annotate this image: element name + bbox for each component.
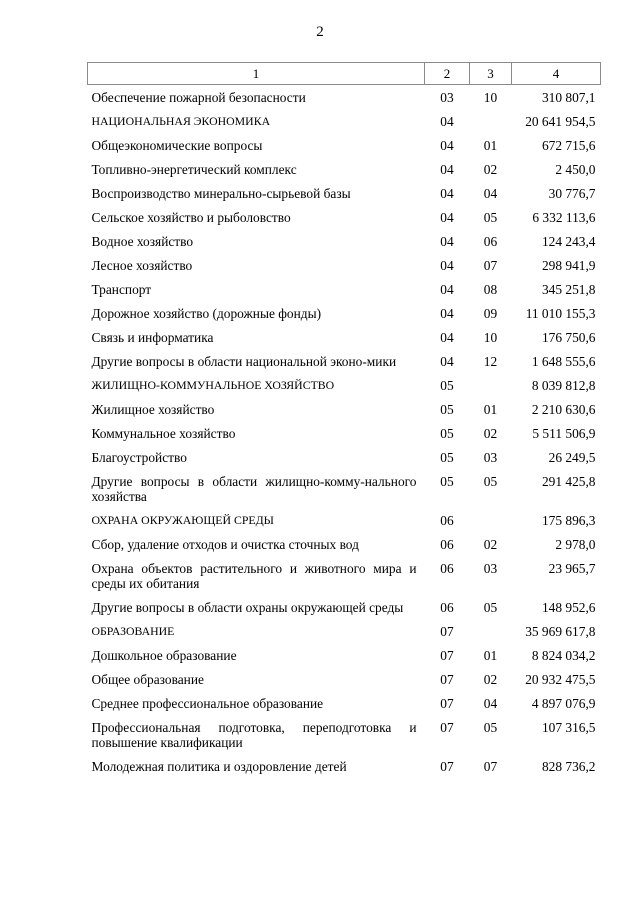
row-section-code: 04 (440, 306, 454, 321)
row-subsection-code (470, 374, 512, 398)
row-section-code: 05 (440, 426, 454, 441)
row-name: Молодежная политика и оздоровление детей (91, 759, 347, 774)
table-row (88, 230, 601, 254)
row-amount: 310 807,1 (541, 90, 596, 105)
row-amount: 176 750,6 (541, 330, 596, 345)
row-subsection-code: 05 (483, 600, 498, 615)
section-row (88, 110, 601, 134)
row-name: Среднее профессиональное образование (91, 696, 324, 711)
row-subsection-code: 02 (483, 672, 498, 687)
table-row (88, 533, 601, 557)
row-name: Жилищное хозяйство (91, 402, 215, 417)
table-row (88, 350, 601, 374)
row-subsection-code: 07 (483, 258, 498, 273)
row-section-code: 05 (440, 378, 454, 393)
row-amount: 35 969 617,8 (525, 624, 596, 639)
row-amount: 8 824 034,2 (531, 648, 596, 663)
row-amount: 148 952,6 (541, 600, 596, 615)
row-subsection-code: 07 (483, 759, 498, 774)
row-amount: 291 425,8 (541, 474, 596, 489)
row-section-code: 04 (440, 330, 454, 345)
row-section-code: 07 (440, 720, 454, 735)
row-name: Общеэкономические вопросы (91, 138, 263, 153)
table-row (88, 596, 601, 620)
row-subsection-code: 03 (483, 450, 498, 465)
header-col-1: 1 (88, 63, 425, 85)
table-row (88, 422, 601, 446)
row-amount: 107 316,5 (541, 720, 596, 735)
row-section-code: 05 (440, 450, 454, 465)
row-name: Другие вопросы в области национальной эконо-мики (91, 354, 397, 369)
row-amount: 20 932 475,5 (525, 672, 596, 687)
row-subsection-code: 12 (483, 354, 498, 369)
row-amount: 2 210 630,6 (531, 402, 596, 417)
row-section-code: 04 (440, 114, 454, 129)
row-amount: 1 648 555,6 (531, 354, 596, 369)
page-number: 2 (316, 24, 324, 40)
row-amount: 23 965,7 (548, 561, 596, 576)
row-name: ОБРАЗОВАНИЕ (91, 624, 175, 638)
row-name: Другие вопросы в области охраны окружающей среды (91, 600, 404, 615)
budget-table (87, 62, 601, 779)
row-subsection-code: 09 (483, 306, 498, 321)
row-amount: 672 715,6 (541, 138, 596, 153)
row-amount: 298 941,9 (541, 258, 596, 273)
row-name: ОХРАНА ОКРУЖАЮЩЕЙ СРЕДЫ (91, 513, 274, 527)
row-subsection-code: 05 (483, 210, 498, 225)
row-amount: 175 896,3 (541, 513, 596, 528)
row-section-code: 06 (440, 561, 454, 576)
row-subsection-code: 02 (483, 537, 498, 552)
row-name: Сбор, удаление отходов и очистка сточных вод (91, 537, 359, 552)
table-row (88, 326, 601, 350)
row-amount: 4 897 076,9 (531, 696, 596, 711)
table-row (88, 182, 601, 206)
row-name: НАЦИОНАЛЬНАЯ ЭКОНОМИКА (91, 114, 271, 128)
row-section-code: 05 (440, 402, 454, 417)
table-row (88, 398, 601, 422)
table-row (88, 755, 601, 779)
row-section-code: 05 (440, 474, 454, 489)
table-row (88, 716, 601, 755)
row-section-code: 04 (440, 354, 454, 369)
row-section-code: 04 (440, 138, 454, 153)
row-subsection-code: 02 (483, 162, 498, 177)
row-subsection-code: 05 (483, 720, 498, 735)
row-section-code: 06 (440, 600, 454, 615)
row-section-code: 04 (440, 162, 454, 177)
row-section-code: 07 (440, 672, 454, 687)
row-section-code: 04 (440, 186, 454, 201)
table-row (88, 446, 601, 470)
row-amount: 20 641 954,5 (525, 114, 596, 129)
row-section-code: 04 (440, 258, 454, 273)
header-col-4: 4 (512, 63, 601, 85)
table-header (88, 63, 601, 85)
header-row (88, 63, 601, 85)
table-row (88, 692, 601, 716)
row-name: Благоустройство (91, 450, 187, 465)
row-amount: 124 243,4 (541, 234, 596, 249)
row-name: Охрана объектов растительного и животного мира и среды их обитания (91, 561, 417, 591)
row-amount: 5 511 506,9 (532, 426, 596, 441)
table-row (88, 278, 601, 302)
header-col-3: 3 (470, 63, 512, 85)
row-subsection-code: 04 (483, 696, 498, 711)
row-amount: 6 332 113,6 (532, 210, 596, 225)
header-col-2: 2 (425, 63, 470, 85)
row-amount: 11 010 155,3 (525, 306, 596, 321)
row-subsection-code: 01 (483, 648, 498, 663)
row-subsection-code: 10 (483, 330, 498, 345)
row-subsection-code: 10 (483, 90, 498, 105)
row-section-code: 07 (440, 696, 454, 711)
row-amount: 2 978,0 (555, 537, 596, 552)
row-amount: 26 249,5 (548, 450, 596, 465)
row-section-code: 07 (440, 648, 454, 663)
row-name: Дошкольное образование (91, 648, 237, 663)
row-name: Сельское хозяйство и рыболовство (91, 210, 291, 225)
row-subsection-code (470, 509, 512, 533)
row-subsection-code: 04 (483, 186, 498, 201)
row-name: Профессиональная подготовка, переподготовка и повышение квалификации (91, 720, 417, 750)
row-name: Водное хозяйство (91, 234, 194, 249)
row-section-code: 04 (440, 210, 454, 225)
row-section-code: 06 (440, 537, 454, 552)
row-name: Связь и информатика (91, 330, 214, 345)
row-amount: 8 039 812,8 (531, 378, 596, 393)
row-name: Лесное хозяйство (91, 258, 193, 273)
row-subsection-code: 06 (483, 234, 498, 249)
table-row (88, 668, 601, 692)
row-name: Транспорт (91, 282, 152, 297)
row-subsection-code: 02 (483, 426, 498, 441)
row-section-code: 03 (440, 90, 454, 105)
table-row (88, 134, 601, 158)
row-name: Коммунальное хозяйство (91, 426, 236, 441)
row-subsection-code: 08 (483, 282, 498, 297)
row-section-code: 06 (440, 513, 454, 528)
row-section-code: 07 (440, 759, 454, 774)
row-name: Общее образование (91, 672, 204, 687)
row-amount: 30 776,7 (548, 186, 596, 201)
section-row (88, 620, 601, 644)
row-name: Топливно-энергетический комплекс (91, 162, 297, 177)
row-amount: 2 450,0 (555, 162, 596, 177)
table-row (88, 206, 601, 230)
table-row (88, 470, 601, 509)
row-subsection-code (470, 110, 512, 134)
row-subsection-code (470, 620, 512, 644)
row-name: Дорожное хозяйство (дорожные фонды) (91, 306, 322, 321)
row-name: Воспроизводство минерально-сырьевой базы (91, 186, 351, 201)
section-row (88, 509, 601, 533)
row-subsection-code: 03 (483, 561, 498, 576)
row-section-code: 07 (440, 624, 454, 639)
row-amount: 828 736,2 (541, 759, 596, 774)
table-row (88, 158, 601, 182)
row-section-code: 04 (440, 234, 454, 249)
table-row (88, 302, 601, 326)
table-row (88, 85, 601, 111)
row-section-code: 04 (440, 282, 454, 297)
table-row (88, 557, 601, 596)
row-subsection-code: 01 (483, 138, 498, 153)
row-amount: 345 251,8 (541, 282, 596, 297)
table-body (88, 85, 601, 780)
table-row (88, 254, 601, 278)
section-row (88, 374, 601, 398)
row-name: Другие вопросы в области жилищно-комму-нального хозяйства (91, 474, 417, 504)
row-subsection-code: 05 (483, 474, 498, 489)
table-row (88, 644, 601, 668)
row-subsection-code: 01 (483, 402, 498, 417)
row-name: Обеспечение пожарной безопасности (91, 90, 306, 105)
row-name: ЖИЛИЩНО-КОММУНАЛЬНОЕ ХОЗЯЙСТВО (91, 378, 335, 392)
